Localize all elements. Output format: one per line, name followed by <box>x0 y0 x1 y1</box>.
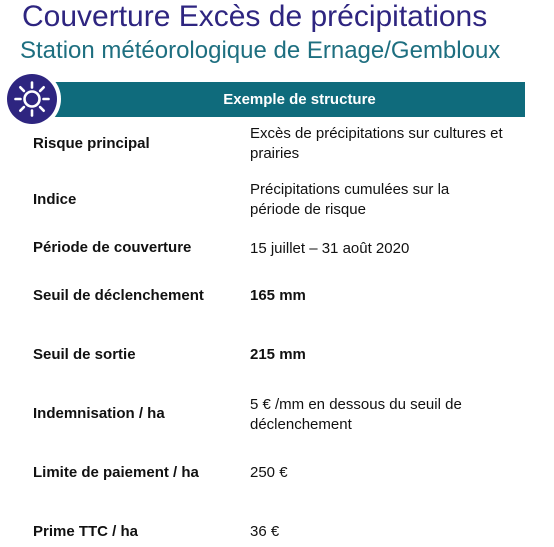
row-value-indemnisation: 5 € /mm en dessous du seuil de déclenchement <box>250 396 462 433</box>
row-label-indice: Indice <box>33 191 77 208</box>
section-banner: Exemple de structure <box>54 82 525 117</box>
row-label-seuil-sortie: Seuil de sortie <box>33 346 136 363</box>
row-value-limite: 250 € <box>250 464 288 481</box>
row-value-prime: 36 € <box>250 523 280 540</box>
row-label-limite: Limite de paiement / ha <box>33 464 199 481</box>
row-value-indice: Précipitations cumulées sur la période de risque <box>250 181 450 218</box>
sun-icon <box>7 74 57 124</box>
row-value-seuil-declenchement: 165 mm <box>250 287 306 304</box>
row-label-seuil-declenchement: Seuil de déclenchement <box>33 287 204 304</box>
row-value-seuil-sortie: 215 mm <box>250 346 306 363</box>
row-label-indemnisation: Indemnisation / ha <box>33 405 165 422</box>
row-value-periode: 15 juillet – 31 août 2020 <box>250 240 410 257</box>
row-label-risque: Risque principal <box>33 135 150 152</box>
page-title: Couverture Excès de précipitations <box>22 0 488 33</box>
row-value-risque: Excès de précipitations sur cultures et prairies <box>250 125 503 162</box>
row-label-prime: Prime TTC / ha <box>33 523 139 540</box>
page-subtitle: Station météorologique de Ernage/Gembloux <box>20 37 501 64</box>
sun-badge <box>3 70 61 128</box>
row-label-periode: Période de couverture <box>33 239 192 256</box>
